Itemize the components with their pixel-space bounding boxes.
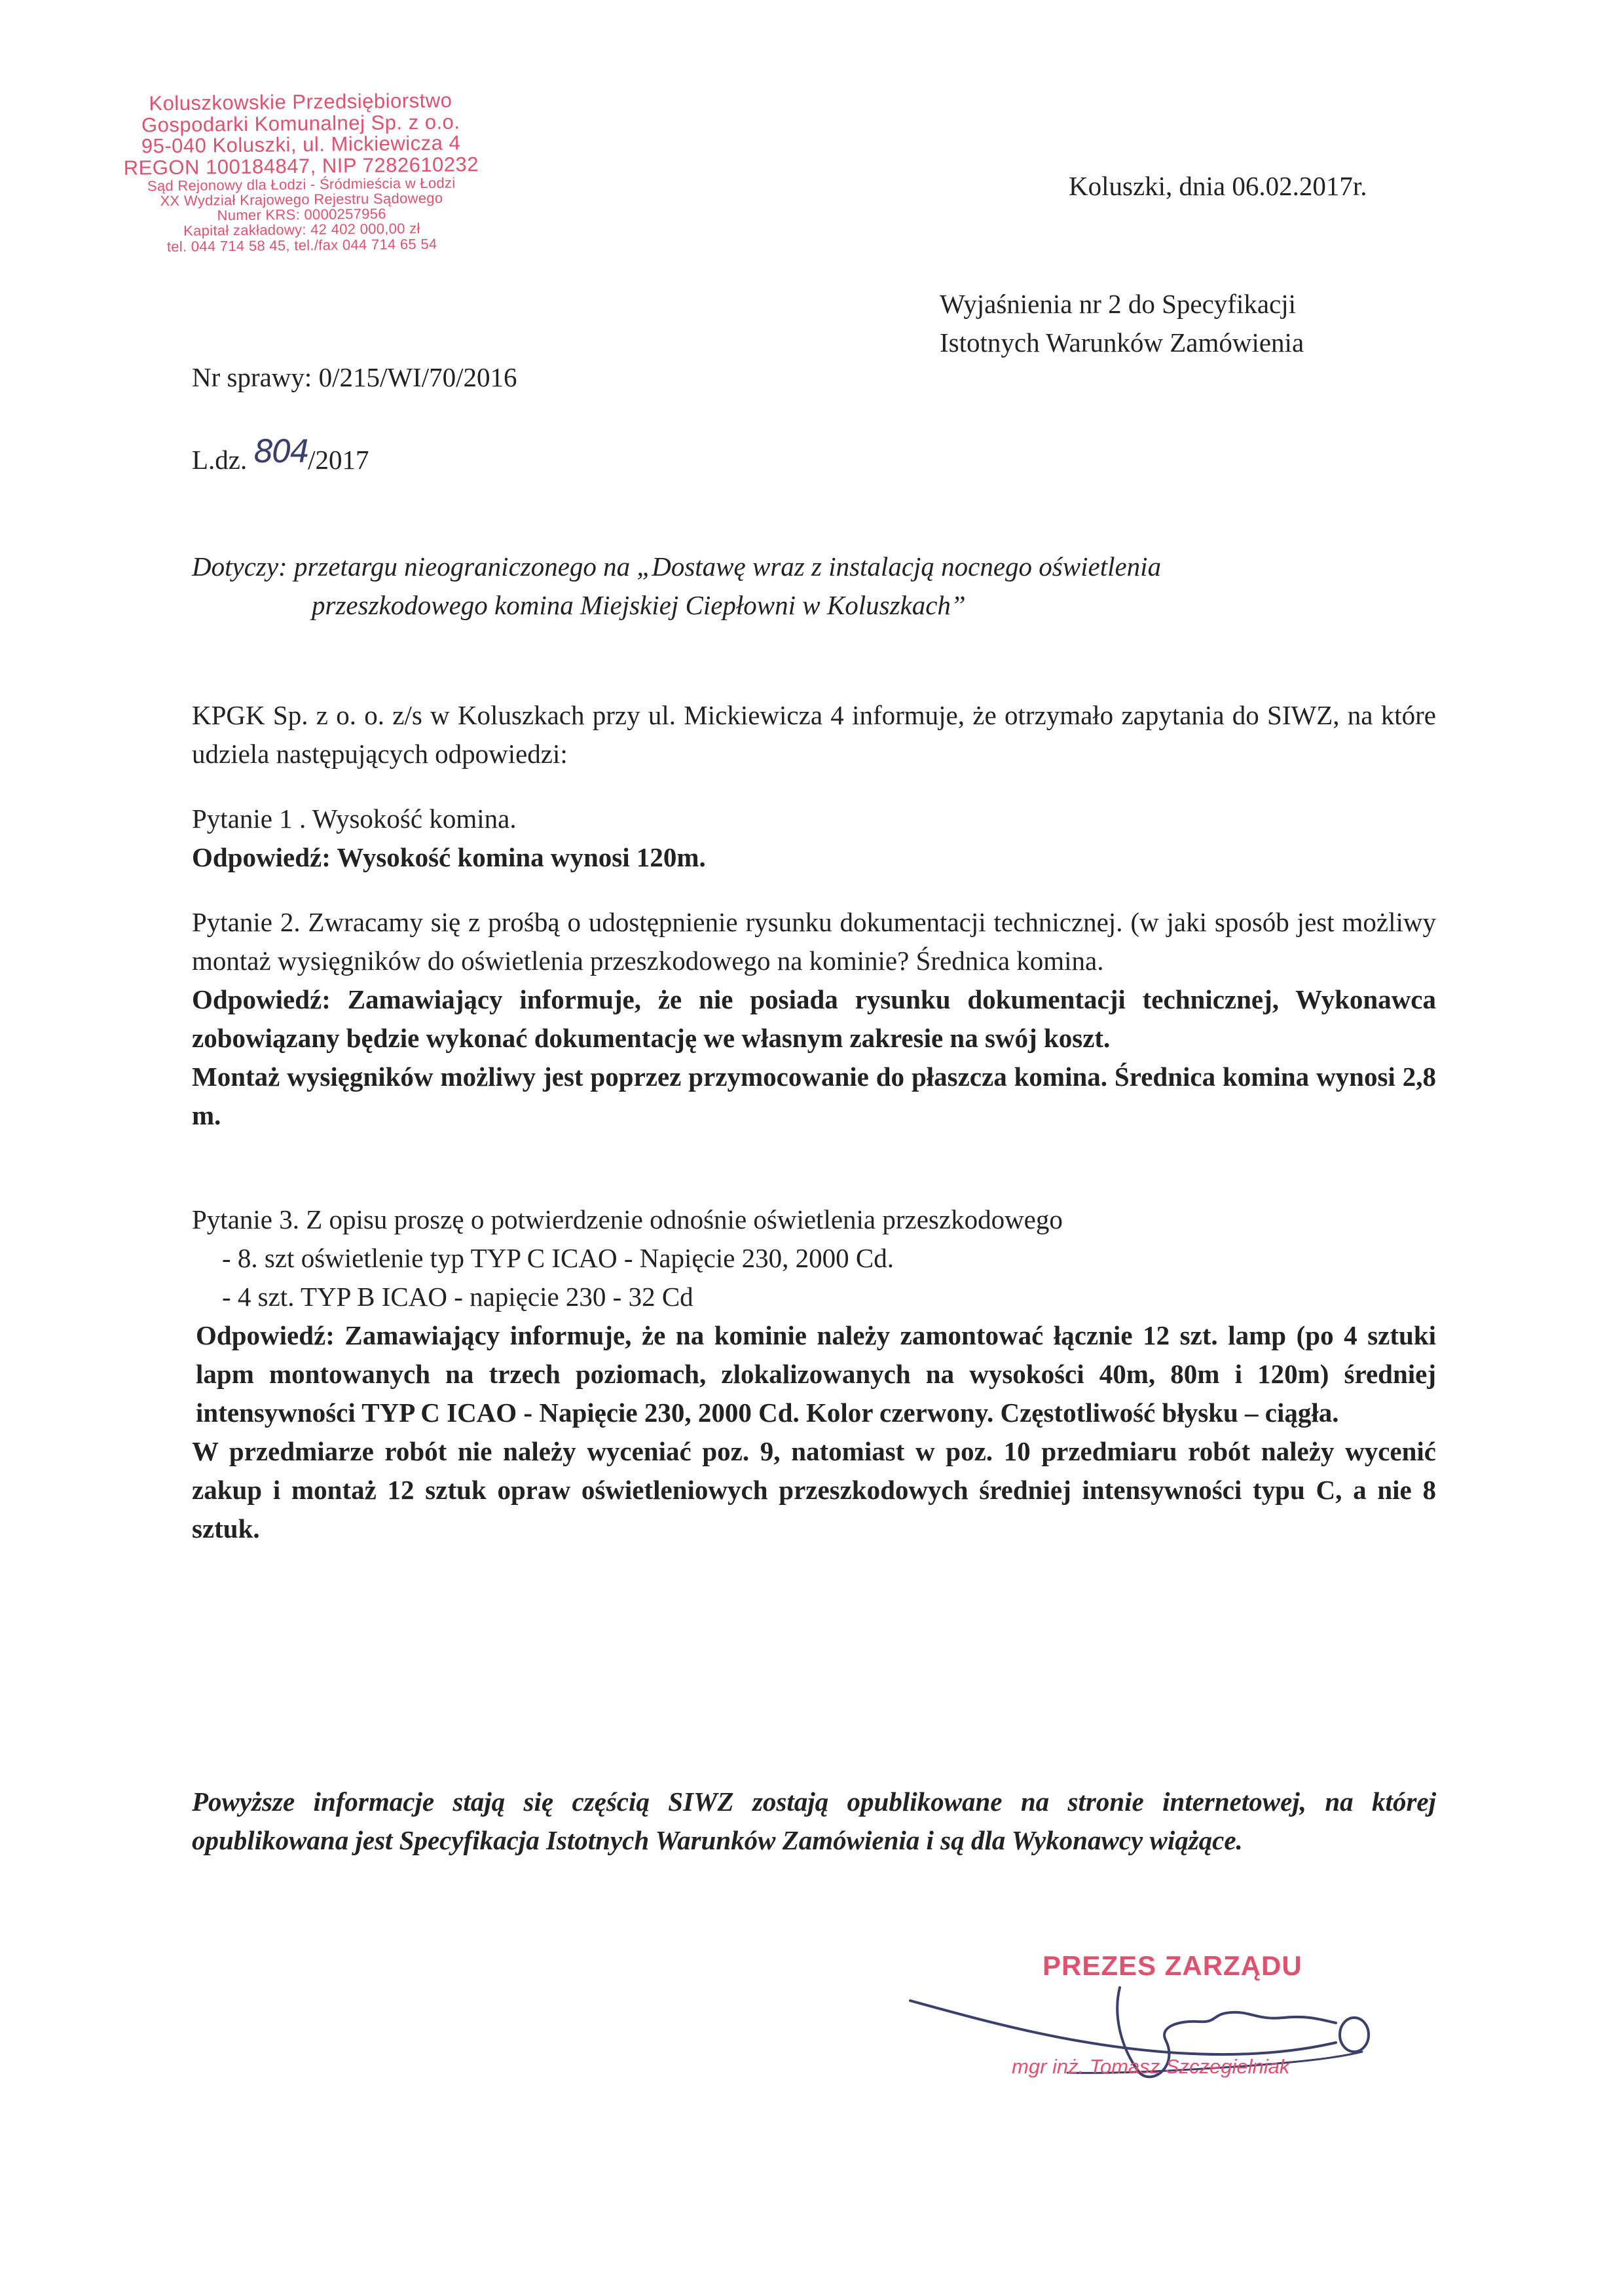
stamp-line: Kapitał zakładowy: 42 402 000,00 zł [183, 220, 420, 240]
question-3: Pytanie 3. Z opisu proszę o potwierdzenie odnośnie oświetlenia przeszkodowego [192, 1204, 1063, 1234]
stamp-line: Koluszkowskie Przedsiębiorstwo [149, 88, 452, 115]
subject-line: Wyjaśnienia nr 2 do Specyfikacji [940, 289, 1297, 319]
answer-2a: Odpowiedź: Zamawiający informuje, że nie posiada rysunku dokumentacji technicznej, Wykonawca zobowiązany będzie wykonać dokumentację we własnym zakresie na swój koszt. [192, 984, 1436, 1053]
question-1: Pytanie 1 . Wysokość komina. [192, 804, 517, 834]
stamp-line: Gospodarki Komunalnej Sp. z o.o. [141, 110, 460, 137]
question-2: Pytanie 2. Zwracamy się z prośbą o udostępnienie rysunku dokumentacji technicznej. (w jaki sposób jest możliwy montaż wysięgników do oświetlenia przeszkodowego na kominie? Średnica komina. [192, 907, 1436, 976]
company-stamp [65, 89, 538, 255]
stamp-line: REGON 100184847, NIP 7282610232 [123, 152, 479, 179]
ldz-suffix: /2017 [308, 445, 369, 475]
stamp-line: 95-040 Koluszki, ul. Mickiewicza 4 [141, 131, 461, 158]
signatory-name: mgr inż. Tomasz Szczegielniak [1012, 2055, 1290, 2078]
ldz-reference [192, 434, 369, 477]
place-date: Koluszki, dnia 06.02.2017r. [1069, 171, 1367, 201]
question-3-item: - 4 szt. TYP B ICAO - napięcie 230 - 32 Cd [222, 1282, 693, 1312]
regarding-line: Dotyczy: przetargu nieograniczonego na „Dostawę wraz z instalacją nocnego oświetlenia [192, 551, 1162, 582]
stamp-line: XX Wydział Krajowego Rejestru Sądowego [160, 190, 443, 210]
ldz-prefix: L.dz. [192, 445, 254, 475]
intro-paragraph: KPGK Sp. z o. o. z/s w Koluszkach przy ul. Mickiewicza 4 informuje, że otrzymało zapytania do SIWZ, na które udziela następujących odpowiedzi: [192, 700, 1436, 769]
stamp-line: tel. 044 714 58 45, tel./fax 044 714 65 54 [166, 235, 437, 255]
question-3-item: - 8. szt oświetlenie typ TYP C ICAO - Napięcie 230, 2000 Cd. [222, 1243, 895, 1273]
regarding-block [192, 547, 1436, 625]
answer-3b: W przedmiarze robót nie należy wyceniać poz. 9, natomiast w poz. 10 przedmiaru robót należy wycenić zakup i montaż 12 sztuk opraw oświetleniowych przeszkodowych średniej intensywności typu C, a nie 8 sztuk. [192, 1436, 1436, 1544]
stamp-line: Sąd Rejonowy dla Łodzi - Śródmieścia w Łodzi [147, 174, 456, 194]
case-number: Nr sprawy: 0/215/WI/70/2016 [192, 362, 517, 392]
subject-line: Istotnych Warunków Zamówienia [940, 327, 1304, 358]
signature-title-stamp: PREZES ZARZĄDU [1043, 1950, 1302, 1981]
stamp-line: Numer KRS: 0000257956 [217, 206, 386, 224]
answer-1: Odpowiedź: Wysokość komina wynosi 120m. [192, 842, 706, 872]
answer-2b: Montaż wysięgników możliwy jest poprzez przymocowanie do płaszcza komina. Średnica komina wynosi 2,8 m. [192, 1062, 1436, 1130]
ldz-handwritten-number: 804 [253, 434, 308, 470]
closing-paragraph: Powyższe informacje stają się częścią SIWZ zostają opublikowane na stronie internetowej, na której opublikowana jest Specyfikacja Istotnych Warunków Zamówienia i są dla Wykonawcy wiążące. [192, 1787, 1436, 1855]
answer-3a: Odpowiedź: Zamawiający informuje, że na kominie należy zamontować łącznie 12 szt. lamp (po 4 sztuki lapm montowanych na trzech poziomach, zlokalizowanych na wysokości 40m, 80m i 120m) średniej intensywności TYP C ICAO - Napięcie 230, 2000 Cd. Kolor czerwony. Częstotliwość błysku – ciągła. [196, 1320, 1436, 1428]
subject-heading [940, 285, 1304, 362]
document-body [192, 696, 1436, 1548]
regarding-line: przeszkodowego komina Miejskiej Ciepłowni w Koluszkach” [312, 590, 966, 620]
